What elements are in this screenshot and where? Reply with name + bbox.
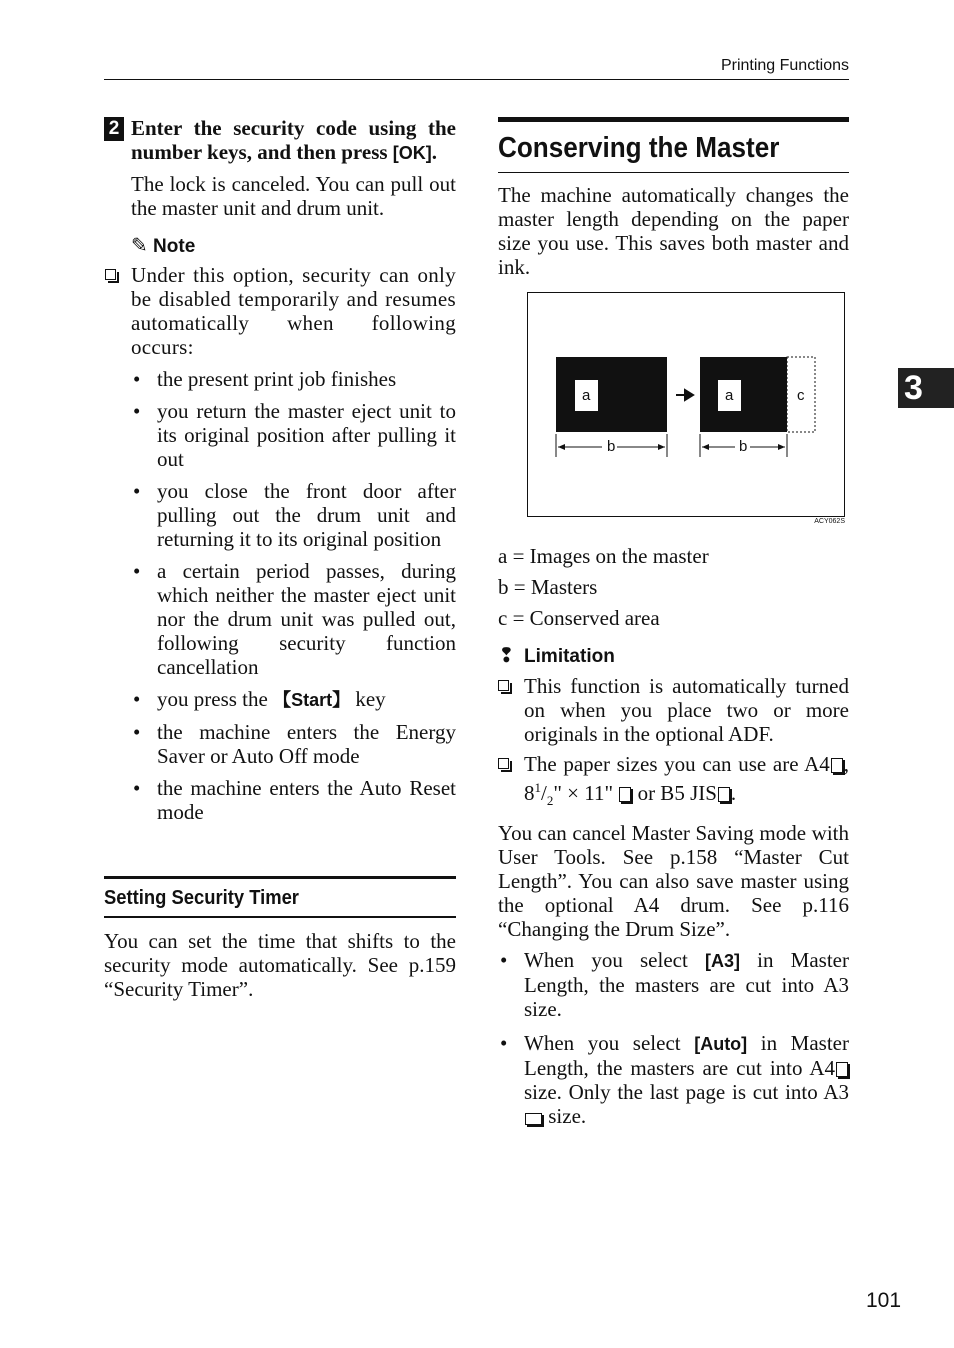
fraction-slash: / (541, 781, 547, 805)
list-item-text: size. Only the last page is cut into A3 (524, 1080, 849, 1105)
master-diagram (527, 292, 845, 517)
checkbox-icon (498, 758, 509, 769)
checkbox-icon (105, 269, 116, 280)
ok-key: [OK] (392, 143, 432, 163)
portrait-paper-icon (831, 758, 843, 773)
list-item (131, 687, 456, 712)
limitation-item-text: This function is automatically turned on when you place two or more originals in the optional ADF. (524, 674, 849, 746)
list-item: • the present print job finishes (131, 367, 456, 391)
step-body: The lock is canceled. You can pull out the master unit and drum unit. (131, 172, 456, 220)
start-key: 【Start】 (273, 690, 351, 710)
portrait-paper-icon (836, 1062, 848, 1077)
list-item-text: When you select (524, 948, 705, 973)
limitation-text: , 8 (524, 752, 849, 805)
note-label: Note (153, 236, 196, 257)
step-number: 2 (108, 118, 120, 139)
left-column (104, 116, 456, 832)
label-a-right: a (725, 387, 734, 404)
page-number: 101 (866, 1289, 902, 1312)
limitation-text: or B5 JIS (632, 781, 717, 805)
subsection-title: Setting Security Timer (104, 887, 299, 909)
checkbox-icon (498, 680, 509, 691)
label-a-left: a (582, 387, 591, 404)
list-item: • the machine enters the Auto Reset mode (131, 776, 456, 824)
right-column (498, 117, 849, 279)
list-item: • a certain period passes, during which neither the master eject unit nor the drum unit was pulled out, following security function cancellation (131, 559, 456, 679)
subsection-bottom-rule (104, 916, 456, 918)
section-bottom-rule (498, 172, 849, 173)
list-item-text: When you select (524, 1031, 695, 1056)
header-section-title: Printing Functions (720, 57, 849, 74)
limitation-item (498, 752, 849, 813)
legend-item: c = Conserved area (498, 606, 660, 630)
auto-key: [Auto] (694, 1034, 748, 1055)
list-item-text-end: key (350, 687, 386, 711)
list-item: • you return the master eject unit to its original position after pulling it out (131, 399, 456, 471)
master-right (700, 357, 787, 432)
list-item-text: in Master Length, the masters are cut into A4 (524, 1031, 849, 1081)
exclamation-icon: ❢ (498, 645, 515, 667)
subsection (104, 876, 456, 1001)
header-rule (104, 79, 849, 80)
list-item: • the machine enters the Energy Saver or Auto Off mode (131, 720, 456, 768)
subsection-body: You can set the time that shifts to the security mode automatically. See p.159 “Security Timer”. (104, 929, 456, 1001)
limitation-text: The paper sizes you can use are A4 (524, 752, 830, 776)
a3-key: [A3] (704, 951, 740, 972)
master-figure (527, 292, 845, 525)
master-left (556, 357, 667, 432)
note-bullets (131, 367, 456, 824)
right-column-lower (498, 544, 849, 1136)
figure-code: ACY062S (814, 518, 845, 525)
section-intro: The machine automatically changes the master length depending on the paper size you use. This saves both master and ink. (498, 183, 849, 279)
master-length-bullets (498, 948, 849, 1128)
note-heading (131, 234, 456, 259)
chapter-tab (898, 368, 954, 408)
limitation-heading (498, 644, 849, 669)
fraction-denominator: 2 (546, 793, 554, 809)
limitation-label: Limitation (524, 646, 615, 667)
chapter-number: 3 (904, 369, 923, 407)
limitation-item (498, 674, 849, 746)
pencil-icon: ✎ (131, 235, 148, 257)
list-item: • you close the front door after pulling out the drum unit and returning it to its original position (131, 479, 456, 551)
step-heading-text: Enter the security code using the number keys, and then press (131, 116, 456, 164)
note-item (105, 263, 456, 359)
landscape-paper-icon (525, 1113, 542, 1125)
label-b-left: b (607, 438, 616, 455)
label-c: c (797, 387, 805, 404)
limitation-text: . (730, 781, 737, 805)
step-number-badge (104, 117, 124, 141)
list-item-text: in Master Length, the masters are cut into A3 size. (524, 948, 849, 1022)
section-title: Conserving the Master (498, 132, 780, 164)
running-header (104, 57, 849, 75)
list-item-text: you press the (157, 687, 274, 711)
master-saving-paragraph: You can cancel Master Saving mode with User Tools. See p.158 “Master Cut Length”. You can also save master using the optional A4 drum. See p.116 “Changing the Drum Size”. (498, 821, 849, 942)
limitation-text: " × 11" (553, 781, 619, 805)
portrait-paper-icon (619, 787, 631, 802)
portrait-paper-icon (718, 787, 730, 802)
step-heading (131, 116, 456, 165)
fraction-numerator: 1 (534, 780, 541, 795)
list-item-text: size. (543, 1104, 587, 1129)
arrow-right-icon (676, 390, 693, 400)
note-item-text: Under this option, security can only be disabled temporarily and resumes automatically when following occurs: (131, 263, 456, 359)
legend-item: a = Images on the master (498, 544, 709, 568)
list-item (498, 1031, 849, 1128)
label-b-right: b (739, 438, 748, 455)
legend-item: b = Masters (498, 575, 598, 599)
step-heading-end: . (431, 140, 438, 164)
list-item (498, 948, 849, 1021)
